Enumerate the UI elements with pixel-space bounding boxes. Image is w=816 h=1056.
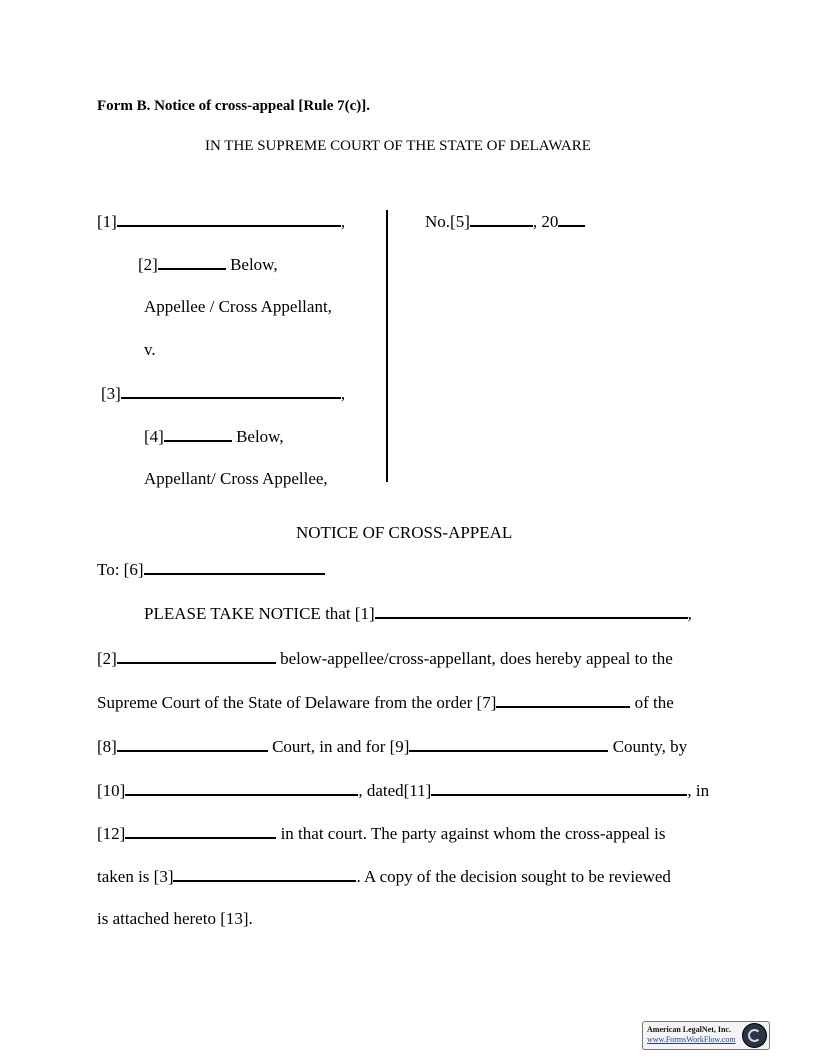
body-text: Court, in and for [9] [272,737,410,756]
caption-party2-line [101,383,345,404]
comma: , [340,384,346,403]
blank-8[interactable] [117,736,268,752]
body-text: . A copy of the decision sought to be reviewed [356,867,671,886]
docket-label: No.[5] [425,212,470,231]
blank-5[interactable] [470,211,533,227]
caption-divider [386,210,388,482]
body-line-2 [97,648,673,669]
body-text: [8] [97,737,117,756]
below-label: Below, [236,427,284,446]
field-label-4: [4] [144,427,164,446]
blank-year[interactable] [558,211,585,227]
blank-body-1[interactable] [375,603,688,619]
caption-party1-line [97,211,345,232]
body-text: Supreme Court of the State of Delaware from the order [7] [97,693,497,712]
court-heading: IN THE SUPREME COURT OF THE STATE OF DELAWARE [205,138,591,154]
blank-body-2[interactable] [117,648,276,664]
body-line-3 [97,692,674,713]
blank-11[interactable] [431,780,687,796]
to-label: To: [6] [97,560,144,579]
blank-10[interactable] [125,780,358,796]
caption-party1-court-line [138,254,278,275]
versus: v. [144,340,156,359]
caption-party2-court-line [144,426,284,447]
body-line-6 [97,823,666,844]
body-text: , [687,604,692,623]
blank-3[interactable] [121,383,341,399]
body-text: PLEASE TAKE NOTICE that [1] [144,604,375,623]
swirl-logo-icon [742,1023,767,1048]
logo-company-name: American LegalNet, Inc. [647,1025,731,1034]
logo-website-link[interactable]: www.FormsWorkFlow.com [647,1035,736,1044]
blank-2[interactable] [158,254,226,270]
footer-logo[interactable] [642,1021,770,1050]
body-line-4 [97,736,687,757]
blank-12[interactable] [125,823,276,839]
blank-4[interactable] [164,426,232,442]
body-text: , in [687,781,710,800]
body-text: [2] [97,649,117,668]
body-text: in that court. The party against whom the cross-appeal is [280,824,666,843]
below-label: Below, [230,255,278,274]
form-title: Form B. Notice of cross-appeal [Rule 7(c)]. [97,98,370,114]
blank-6[interactable] [144,559,325,575]
body-text: below-appellee/cross-appellant, does hereby appeal to the [280,649,673,668]
body-line-8: is attached hereto [13]. [97,909,253,928]
comma: , [340,212,346,231]
appellee-role: Appellee / Cross Appellant, [144,297,332,316]
body-text: County, by [612,737,688,756]
body-text: taken is [3] [97,867,174,886]
body-text: [12] [97,824,126,843]
notice-heading: NOTICE OF CROSS-APPEAL [296,523,513,542]
blank-1[interactable] [117,211,341,227]
field-label-1: [1] [97,212,117,231]
body-line-5 [97,780,709,801]
body-text: [10] [97,781,126,800]
body-text: of the [634,693,674,712]
field-label-3: [3] [101,384,121,403]
body-line-1 [144,603,692,624]
blank-7[interactable] [496,692,630,708]
appellant-role: Appellant/ Cross Appellee, [144,469,328,488]
blank-body-3[interactable] [173,866,356,882]
to-line [97,559,325,580]
docket-number-line [425,211,585,232]
field-label-2: [2] [138,255,158,274]
body-line-7 [97,866,671,887]
blank-9[interactable] [409,736,608,752]
body-text: , dated[11] [358,781,432,800]
year-label: , 20 [532,212,559,231]
